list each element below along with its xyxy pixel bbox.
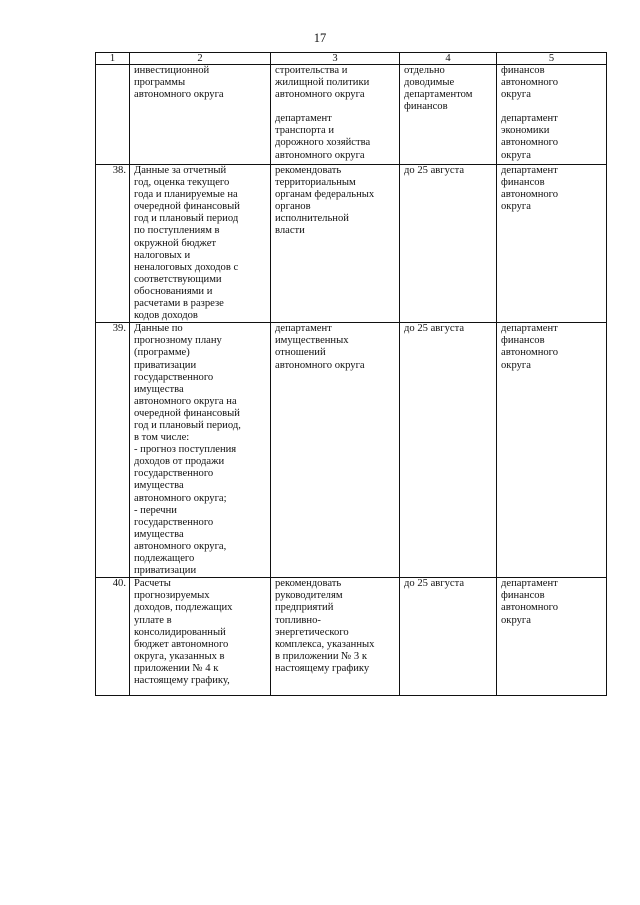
cell-line: государственного [134,516,214,528]
cell-line: год, оценка текущего [134,177,230,189]
table-row [96,165,607,323]
row-number-cell: 38. [96,165,130,323]
cell-line: строительства и [275,65,348,76]
cell-line: власти [275,225,305,237]
cell-line: государственного [134,371,214,383]
cell-line: уплате в [134,614,172,626]
cell-line: налоговых и [134,249,191,261]
cell-line: по поступлениям в [134,225,220,237]
table-row [96,323,607,578]
cell-line: автономного округа, [134,540,227,552]
cell-col5 [497,578,607,696]
cell-line: рекомендовать [275,578,342,590]
cell-col5 [497,165,607,323]
cell-line: автономного [501,189,559,201]
cell-line: автономного [501,137,559,149]
cell-line: округа [501,89,531,101]
cell-line: департамент [501,578,558,590]
cell-col3 [271,65,400,165]
cell-col4 [400,323,497,578]
cell-line: бюджет автономного [134,638,229,650]
row-number-cell: 40. [96,578,130,696]
cell-line: автономного [501,347,559,359]
cell-line: окружной бюджет [134,237,217,249]
cell-line: автономного округа [275,89,365,101]
cell-line: настоящему графику, [134,674,230,686]
cell-line: приложении № 4 к [134,662,219,674]
cell-line: доводимые [404,77,455,89]
cell-line: имущественных [275,335,349,347]
cell-line: (программе) [134,347,190,359]
cell-line: автономного округа [275,359,365,371]
cell-line: настоящему графику [275,662,370,674]
cell-col5 [497,65,607,165]
cell-line: экономики [501,125,550,137]
cell-line: Расчеты [134,578,171,590]
cell-line: до 25 августа [404,165,465,176]
cell-line: автономного округа; [134,492,227,504]
cell-line: в приложении № 3 к [275,650,367,662]
cell-line: консолидированный [134,626,226,638]
cell-line: кодов доходов [134,310,198,322]
cell-line: департамент [501,323,558,335]
cell-line: приватизации [134,359,197,371]
cell-line: автономного округа [275,149,365,161]
cell-line: жилищной политики [275,77,370,89]
cell-line: руководителям [275,590,343,602]
cell-col4 [400,165,497,323]
header-col-3: 3 [271,53,400,65]
cell-line: финансов [501,177,545,189]
header-row [96,53,607,65]
cell-line: рекомендовать [275,165,342,176]
header-col-4: 4 [400,53,497,65]
cell-line: отношений [275,347,326,359]
row-number-cell [96,65,130,165]
cell-line: год и плановый период, [134,419,241,431]
cell-line: до 25 августа [404,323,465,335]
cell-line: прогнозному плану [134,335,222,347]
header-col-5: 5 [497,53,607,65]
cell-line: дорожного хозяйства [275,137,371,149]
cell-line: департамент [275,113,332,125]
cell-line: финансов [501,65,545,76]
cell-line: финансов [404,101,448,113]
schedule-table [95,52,607,696]
cell-line: очередной финансовый [134,201,240,213]
cell-line: - перечни [134,504,177,516]
cell-line: топливно- [275,614,321,626]
cell-line: год и плановый период [134,213,239,225]
cell-line: энергетического [275,626,349,638]
cell-line: инвестиционной [134,65,210,76]
cell-col4 [400,578,497,696]
cell-line: территориальным [275,177,356,189]
row-number-cell: 39. [96,323,130,578]
cell-line: года и планируемые на [134,189,238,201]
cell-line: департаментом [404,89,473,101]
cell-line: приватизации [134,565,197,577]
page-number: 17 [313,31,327,45]
cell-line: органам федеральных [275,189,375,201]
cell-line [275,101,395,113]
table-row [96,65,607,165]
cell-col2 [130,578,271,696]
table-row [96,578,607,696]
cell-line: очередной финансовый [134,407,240,419]
cell-col3 [271,323,400,578]
cell-line: доходов от продажи [134,456,225,468]
cell-line: в том числе: [134,432,190,444]
cell-line: имущества [134,528,184,540]
cell-line: предприятий [275,602,334,614]
cell-line: округа [501,201,531,213]
cell-line: автономного [501,77,559,89]
cell-line: доходов, подлежащих [134,602,233,614]
cell-col2 [130,165,271,323]
cell-line: - прогноз поступления [134,444,237,456]
cell-line: органов [275,201,311,213]
cell-col4 [400,65,497,165]
cell-line: автономного округа на [134,395,237,407]
cell-line: округа [501,359,531,371]
cell-line: обоснованиями и [134,285,213,297]
cell-line: автономного [501,602,559,614]
cell-col2 [130,65,271,165]
cell-line: финансов [501,590,545,602]
table-body [96,65,607,696]
header-col-2: 2 [130,53,271,65]
header-col-1: 1 [96,53,130,65]
cell-line: государственного [134,468,214,480]
cell-line: комплекса, указанных [275,638,375,650]
cell-line: расчетами в разрезе [134,298,224,310]
cell-line: программы [134,77,186,89]
cell-line: округа [501,149,531,161]
cell-col3 [271,165,400,323]
cell-line: соответствующими [134,273,222,285]
cell-col5 [497,323,607,578]
cell-line: Данные за отчетный [134,165,227,176]
cell-line: финансов [501,335,545,347]
cell-line: департамент [501,165,558,176]
cell-line: отдельно [404,65,445,76]
cell-line: департамент [501,113,558,125]
cell-line: имущества [134,383,184,395]
cell-col2 [130,323,271,578]
cell-line: исполнительной [275,213,349,225]
cell-line: неналоговых доходов с [134,261,239,273]
cell-line: Данные по [134,323,183,335]
cell-line: автономного округа [134,89,224,101]
cell-line: департамент [275,323,332,335]
cell-line: подлежащего [134,553,195,564]
cell-col3 [271,578,400,696]
cell-line: имущества [134,480,184,492]
cell-line: округа, указанных в [134,650,225,662]
cell-line: прогнозируемых [134,590,210,602]
cell-line: транспорта и [275,125,335,137]
cell-line: округа [501,614,531,626]
cell-line [501,101,602,113]
cell-line: до 25 августа [404,578,465,590]
